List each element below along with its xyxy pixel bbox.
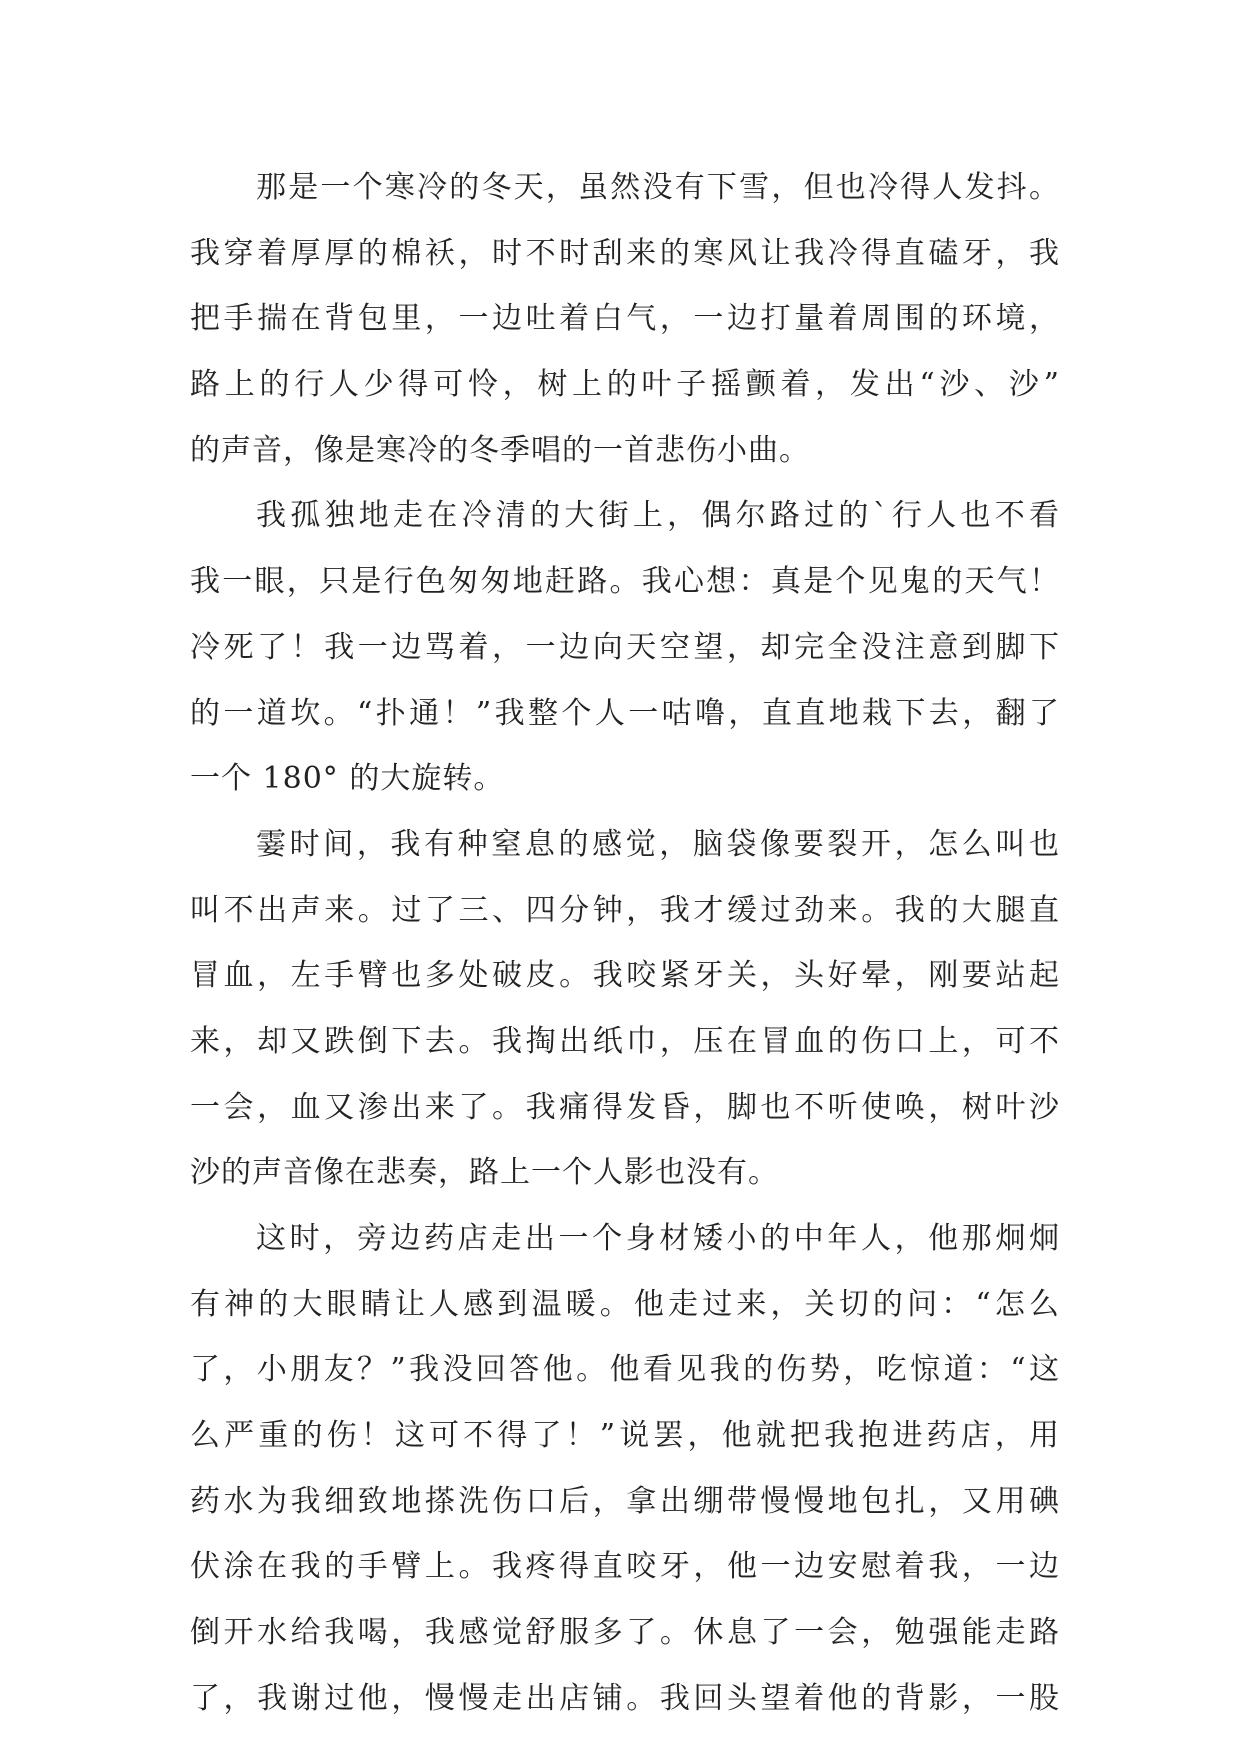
text-line: 的一道坎。“扑通！”我整个人一咕噜，直直地栽下去，翻了: [190, 695, 1060, 731]
body-text: [190, 155, 1060, 1732]
text-line: 了，小朋友？”我没回答他。他看见我的伤势，吃惊道：“这: [190, 1352, 1060, 1388]
text-line: 药水为我细致地搽洗伤口后，拿出绷带慢慢地包扎，又用碘: [190, 1483, 1060, 1519]
text-line: 冒血，左手臂也多处破皮。我咬紧牙关，头好晕，刚要站起: [190, 958, 1060, 994]
text-line: 一个 180° 的大旋转。: [190, 761, 505, 797]
text-line: 那是一个寒冷的冬天，虽然没有下雪，但也冷得人发抖。: [256, 170, 1060, 205]
paragraph-2: [190, 483, 1060, 811]
text-line: 路上的行人少得可怜，树上的叶子摇颤着，发出“沙、沙”: [190, 367, 1060, 403]
paragraph-1: [190, 155, 1060, 483]
text-line: 倒开水给我喝，我感觉舒服多了。休息了一会，勉强能走路: [190, 1615, 1060, 1651]
text-line: 冷死了！我一边骂着，一边向天空望，却完全没注意到脚下: [190, 629, 1060, 665]
text-line: 霎时间，我有种窒息的感觉，脑袋像要裂开，怎么叫也: [256, 826, 1060, 862]
text-line: 沙的声音像在悲奏，路上一个人影也没有。: [190, 1155, 779, 1191]
text-line: 有神的大眼睛让人感到温暖。他走过来，关切的问：“怎么: [190, 1286, 1060, 1322]
text-line: 一会，血又渗出来了。我痛得发昏，脚也不听使唤，树叶沙: [190, 1089, 1060, 1125]
text-line: 我一眼，只是行色匆匆地赶路。我心想：真是个见鬼的天气！: [190, 564, 1060, 600]
text-line: 了，我谢过他，慢慢走出店铺。我回头望着他的背影，一股: [190, 1680, 1060, 1716]
text-line: 把手揣在背包里，一边吐着白气，一边打量着周围的环境，: [190, 301, 1060, 337]
text-line: 我孤独地走在冷清的大街上，偶尔路过的`行人也不看: [256, 498, 1060, 534]
text-line: 来，却又跌倒下去。我掏出纸巾，压在冒血的伤口上，可不: [190, 1023, 1060, 1059]
text-line: 我穿着厚厚的棉袄，时不时刮来的寒风让我冷得直磕牙，我: [190, 235, 1060, 271]
text-line: 叫不出声来。过了三、四分钟，我才缓过劲来。我的大腿直: [190, 892, 1060, 928]
text-line: 这时，旁边药店走出一个身材矮小的中年人，他那炯炯: [256, 1221, 1060, 1256]
paragraph-4: [190, 1206, 1060, 1732]
paragraph-3: [190, 812, 1060, 1206]
text-line: 的声音，像是寒冷的冬季唱的一首悲伤小曲。: [190, 432, 810, 468]
text-line: 伏涂在我的手臂上。我疼得直咬牙，他一边安慰着我，一边: [190, 1549, 1060, 1585]
text-line: 么严重的伤！这可不得了！”说罢，他就把我抱进药店，用: [190, 1418, 1060, 1454]
